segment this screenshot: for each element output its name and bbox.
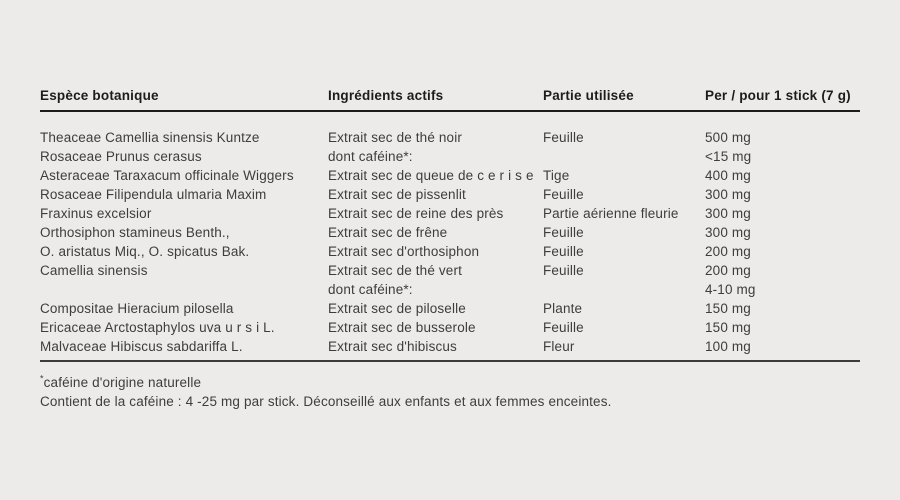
species-cell: Asteraceae Taraxacum officinale Wiggers (40, 168, 294, 183)
amount-cell: 300 mg (705, 206, 751, 221)
part-cell: Feuille (543, 263, 584, 278)
part-cell: Partie aérienne fleurie (543, 206, 679, 221)
amount-cell: 4-10 mg (705, 282, 756, 297)
amount-cell: 150 mg (705, 301, 751, 316)
amount-cell: 400 mg (705, 168, 751, 183)
ingredient-cell: Extrait sec de thé noir (328, 130, 463, 145)
table-row (40, 280, 860, 299)
header-per-stick: Per / pour 1 stick (7 g) (705, 88, 851, 103)
species-cell: Rosaceae Filipendula ulmaria Maxim (40, 187, 267, 202)
species-cell: Compositae Hieracium pilosella (40, 301, 234, 316)
ingredient-cell: Extrait sec de thé vert (328, 263, 463, 278)
part-cell: Feuille (543, 225, 584, 240)
header-partie-utilisee: Partie utilisée (543, 88, 634, 103)
table-row (40, 318, 860, 337)
part-cell: Feuille (543, 320, 584, 335)
footnote-line-1: caféine d'origine naturelle (43, 375, 202, 390)
ingredient-cell: Extrait sec de queue de c e r i s e (328, 168, 534, 183)
header-espece-botanique: Espèce botanique (40, 88, 159, 103)
ingredient-cell: Extrait sec d'hibiscus (328, 339, 457, 354)
species-cell: Ericaceae Arctostaphylos uva u r s i L. (40, 320, 275, 335)
ingredient-cell: Extrait sec de pissenlit (328, 187, 466, 202)
table-row (40, 166, 860, 185)
part-cell: Feuille (543, 244, 584, 259)
footnotes (40, 373, 860, 411)
table-bottom-rule (40, 360, 860, 362)
ingredient-cell: Extrait sec de busserole (328, 320, 476, 335)
part-cell: Feuille (543, 187, 584, 202)
table-row (40, 147, 860, 166)
species-cell: Theaceae Camellia sinensis Kuntze (40, 130, 260, 145)
species-cell: Fraxinus excelsior (40, 206, 152, 221)
amount-cell: 500 mg (705, 130, 751, 145)
amount-cell: 200 mg (705, 244, 751, 259)
species-cell: Malvaceae Hibiscus sabdariffa L. (40, 339, 243, 354)
table-row (40, 185, 860, 204)
amount-cell: 200 mg (705, 263, 751, 278)
part-cell: Tige (543, 168, 570, 183)
part-cell: Plante (543, 301, 583, 316)
ingredient-cell: dont caféine*: (328, 149, 413, 164)
ingredients-table (40, 88, 860, 411)
amount-cell: 150 mg (705, 320, 751, 335)
table-header-row (40, 88, 860, 112)
table-row (40, 337, 860, 356)
amount-cell: <15 mg (705, 149, 752, 164)
header-ingredients-actifs: Ingrédients actifs (328, 88, 444, 103)
amount-cell: 300 mg (705, 187, 751, 202)
species-cell (40, 280, 328, 299)
part-cell: Feuille (543, 130, 584, 145)
ingredient-cell: Extrait sec de reine des près (328, 206, 504, 221)
species-cell: O. aristatus Miq., O. spicatus Bak. (40, 244, 250, 259)
species-cell: Camellia sinensis (40, 263, 148, 278)
amount-cell: 300 mg (705, 225, 751, 240)
table-body (40, 128, 860, 356)
table-row (40, 204, 860, 223)
table-row (40, 242, 860, 261)
table-row (40, 128, 860, 147)
species-cell: Rosaceae Prunus cerasus (40, 149, 202, 164)
ingredient-cell: Extrait sec de frêne (328, 225, 448, 240)
table-row (40, 261, 860, 280)
ingredient-cell: Extrait sec de piloselle (328, 301, 466, 316)
species-cell: Orthosiphon stamineus Benth., (40, 225, 230, 240)
ingredient-cell: Extrait sec d'orthosiphon (328, 244, 480, 259)
asterisk-mark: * (40, 373, 44, 384)
footnote-caffeine-origin (40, 373, 860, 392)
table-row (40, 299, 860, 318)
footnote-caffeine-warning: Contient de la caféine : 4 -25 mg par stick. Déconseillé aux enfants et aux femmes enceintes. (40, 394, 612, 409)
part-cell (543, 147, 705, 166)
table-row (40, 223, 860, 242)
part-cell (543, 280, 705, 299)
ingredient-cell: dont caféine*: (328, 282, 413, 297)
part-cell: Fleur (543, 339, 575, 354)
amount-cell: 100 mg (705, 339, 751, 354)
